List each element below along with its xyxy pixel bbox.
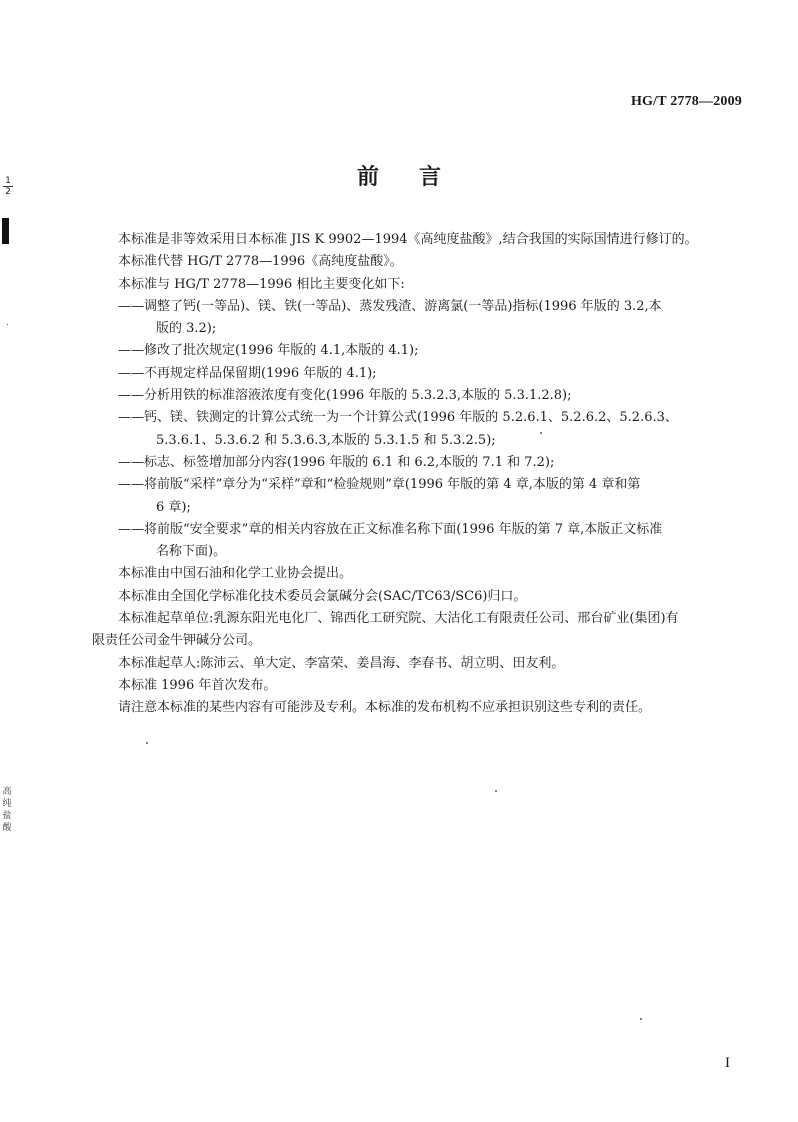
change-item: ——标志、标签增加部分内容(1996 年版的 6.1 和 6.2,本版的 7.1 和 7.2); — [118, 454, 555, 470]
paragraph-drafting-units-cont: 限责任公司金牛钾碱分公司。 — [92, 633, 262, 649]
change-item: ——将前版“安全要求”章的相关内容放在正文标准名称下面(1996 年版的第 7 章,本版正文标准 名称下面)。 — [118, 521, 663, 560]
paragraph-drafting-units: 本标准起草单位:乳源东阳光电化厂、锦西化工研究院、大沽化工有限责任公司、邢台矿业(集团)有 — [118, 611, 679, 627]
scan-speck — [495, 790, 497, 792]
margin-fraction-bottom: 2 — [5, 187, 11, 197]
scan-speck — [146, 742, 148, 744]
change-item: ——修改了批次规定(1996 年版的 4.1,本版的 4.1); — [118, 343, 419, 359]
paragraph-first-issue: 本标准 1996 年首次发布。 — [118, 677, 277, 693]
paragraph-proposer: 本标准由中国石油和化学工业协会提出。 — [118, 566, 353, 582]
margin-black-mark — [2, 218, 9, 244]
margin-tick-mark: . — [6, 318, 9, 328]
standard-code: HG/T 2778—2009 — [630, 94, 742, 109]
page-title: 前言 — [356, 165, 481, 190]
change-item: ——不再规定样品保留期(1996 年版的 4.1); — [118, 365, 377, 381]
scan-speck — [640, 1018, 642, 1020]
change-item: ——钙、镁、铁测定的计算公式统一为一个计算公式(1996 年版的 5.2.6.1、5.2.6.2、5.2.6.3、 5.3.6.1、5.3.6.2 和 5.3.6.3,本版的 5.3.1.5 和 5.3.2.5); — [118, 410, 678, 448]
paragraph-replaces: 本标准代替 HG/T 2778—1996《高纯度盐酸》。 — [118, 254, 403, 270]
paragraph-adoption: 本标准是非等效采用日本标准 JIS K 9902—1994《高纯度盐酸》,结合我国的实际国情进行修订的。 — [118, 232, 698, 247]
margin-vertical-text: 高纯盐酸 — [2, 787, 12, 833]
page-number: I — [725, 1055, 730, 1071]
change-item: ——分析用铁的标准溶液浓度有变化(1996 年版的 5.3.2.3,本版的 5.3.1.2.8); — [118, 388, 572, 404]
change-item: ——调整了钙(一等品)、镁、铁(一等品)、蒸发残渣、游离氯(一等品)指标(1996 年版的 3.2,本 版的 3.2); — [118, 298, 662, 337]
foreword-body — [92, 229, 748, 720]
scan-speck — [540, 432, 542, 434]
margin-fraction-top: 1 — [5, 176, 11, 186]
paragraph-committee: 本标准由全国化学标准化技术委员会氯碱分会(SAC/TC63/SC6)归口。 — [118, 588, 527, 604]
paragraph-patent-notice: 请注意本标准的某些内容有可能涉及专利。本标准的发布机构不应承担识别这些专利的责任。 — [118, 700, 652, 716]
change-item: ——将前版“采样”章分为“采样”章和“检验规则”章(1996 年版的第 4 章,本版的第 4 章和第 6 章); — [118, 477, 641, 515]
margin-fraction — [2, 176, 14, 197]
paragraph-changes-intro: 本标准与 HG/T 2778—1996 相比主要变化如下: — [118, 276, 405, 292]
paragraph-drafters: 本标准起草人:陈沛云、单大定、李富荣、姜昌海、李春书、胡立明、田友利。 — [118, 655, 565, 671]
